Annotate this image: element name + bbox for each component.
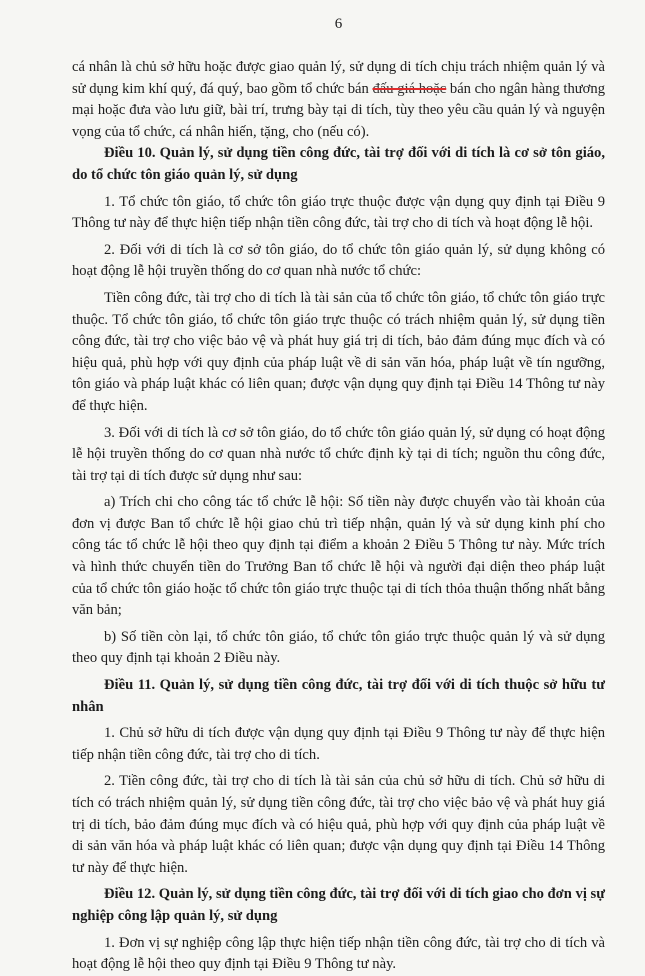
paragraph-text: bán cho ngân hàng thương mại hoặc đưa vào lưu giữ, bài trí, trưng bày tại di tích, tùy theo yêu cầu quản lý và nguyện vọng của tổ chức, cá nhân hiến, tặng, cho (nếu có). xyxy=(72,80,605,140)
article-11-heading: Điều 11. Quản lý, sử dụng tiền công đức, tài trợ đối với di tích thuộc sở hữu tư nhân xyxy=(72,677,605,715)
article-10-clause-1: 1. Tổ chức tôn giáo, tổ chức tôn giáo trực thuộc được vận dụng quy định tại Điều 9 Thông tư này để thực hiện tiếp nhận tiền công đức, tài trợ cho di tích và hoạt động lễ hội. xyxy=(72,193,605,232)
article-10-clause-2-body: Tiền công đức, tài trợ cho di tích là tài sản của tổ chức tôn giáo, tổ chức tôn giáo trực thuộc. Tổ chức tôn giáo, tổ chức tôn giáo trực thuộc có trách nhiệm quản lý, sử dụng tiền công đức, tài trợ cho việc bảo vệ và phát huy giá trị di tích, bảo đảm đúng mục đích và có hiệu quả, phù hợp với quy định của pháp luật về di sản văn hóa, pháp luật về tín ngưỡng, tôn giáo và pháp luật khác có liên quan; được vận dụng quy định tại Điều 14 Thông tư này để thực hiện. xyxy=(72,289,605,414)
article-10-clause-3b: b) Số tiền còn lại, tổ chức tôn giáo, tổ chức tôn giáo trực thuộc quản lý và sử dụng theo quy định tại khoản 2 Điều này. xyxy=(72,628,605,667)
paragraph-continuation xyxy=(72,57,605,143)
paragraph-text: cá nhân là chủ sở hữu hoặc được giao quản lý, sử dụng di tích chịu trách nhiệm quản lý và sử dụng kim khí quý, đá quý, bao gồm tổ chức bán xyxy=(72,59,605,97)
article-10-clause-3: 3. Đối với di tích là cơ sở tôn giáo, do tổ chức tôn giáo quản lý, sử dụng có hoạt động lễ hội truyền thống do cơ quan nhà nước tổ chức định kỳ tại di tích; nguồn thu công đức, tài trợ tại di tích được sử dụng như sau: xyxy=(72,424,605,484)
page-number: 6 xyxy=(334,16,343,32)
article-10-clause-3a: a) Trích chi cho công tác tổ chức lễ hội: Số tiền này được chuyển vào tài khoản của đơn vị được Ban tổ chức lễ hội giao chủ trì tiếp nhận, quản lý và sử dụng kinh phí cho công tác tổ chức lễ hội theo quy định tại điểm a khoản 2 Điều 5 Thông tư này. Mức trích và hình thức chuyển tiền do Trưởng Ban tổ chức lễ hội và người đại diện theo pháp luật của tổ chức tôn giáo hoặc tổ chức tôn giáo trực thuộc tại di tích thỏa thuận thống nhất bằng văn bản; xyxy=(72,494,605,619)
article-10-heading: Điều 10. Quản lý, sử dụng tiền công đức, tài trợ đối với di tích là cơ sở tôn giáo, do tổ chức tôn giáo quản lý, sử dụng xyxy=(72,145,605,183)
article-11-clause-1: 1. Chủ sở hữu di tích được vận dụng quy định tại Điều 9 Thông tư này để thực hiện tiếp nhận tiền công đức, tài trợ cho di tích. xyxy=(72,725,605,763)
article-12-clause-1: 1. Đơn vị sự nghiệp công lập thực hiện tiếp nhận tiền công đức, tài trợ cho di tích và hoạt động lễ hội theo quy định tại Điều 9 Thông tư này. xyxy=(72,934,605,973)
article-12-heading: Điều 12. Quản lý, sử dụng tiền công đức, tài trợ đối với di tích giao cho đơn vị sự nghiệp công lập quản lý, sử dụng xyxy=(72,886,605,924)
struck-through-text: đấu giá hoặc xyxy=(372,80,447,97)
article-10-clause-2: 2. Đối với di tích là cơ sở tôn giáo, do tổ chức tôn giáo quản lý, sử dụng không có hoạt động lễ hội truyền thống do cơ quan nhà nước tổ chức: xyxy=(72,241,605,280)
article-11-clause-2: 2. Tiền công đức, tài trợ cho di tích là tài sản của chủ sở hữu di tích. Chủ sở hữu di tích có trách nhiệm quản lý, sử dụng tiền công đức, tài trợ cho việc bảo vệ và phát huy giá trị di tích, bảo đảm đúng mục đích và có hiệu quả, phù hợp với quy định của pháp luật về di sản văn hóa và pháp luật khác có liên quan; được vận dụng quy định tại Điều 14 Thông tư này để thực hiện. xyxy=(72,773,605,876)
